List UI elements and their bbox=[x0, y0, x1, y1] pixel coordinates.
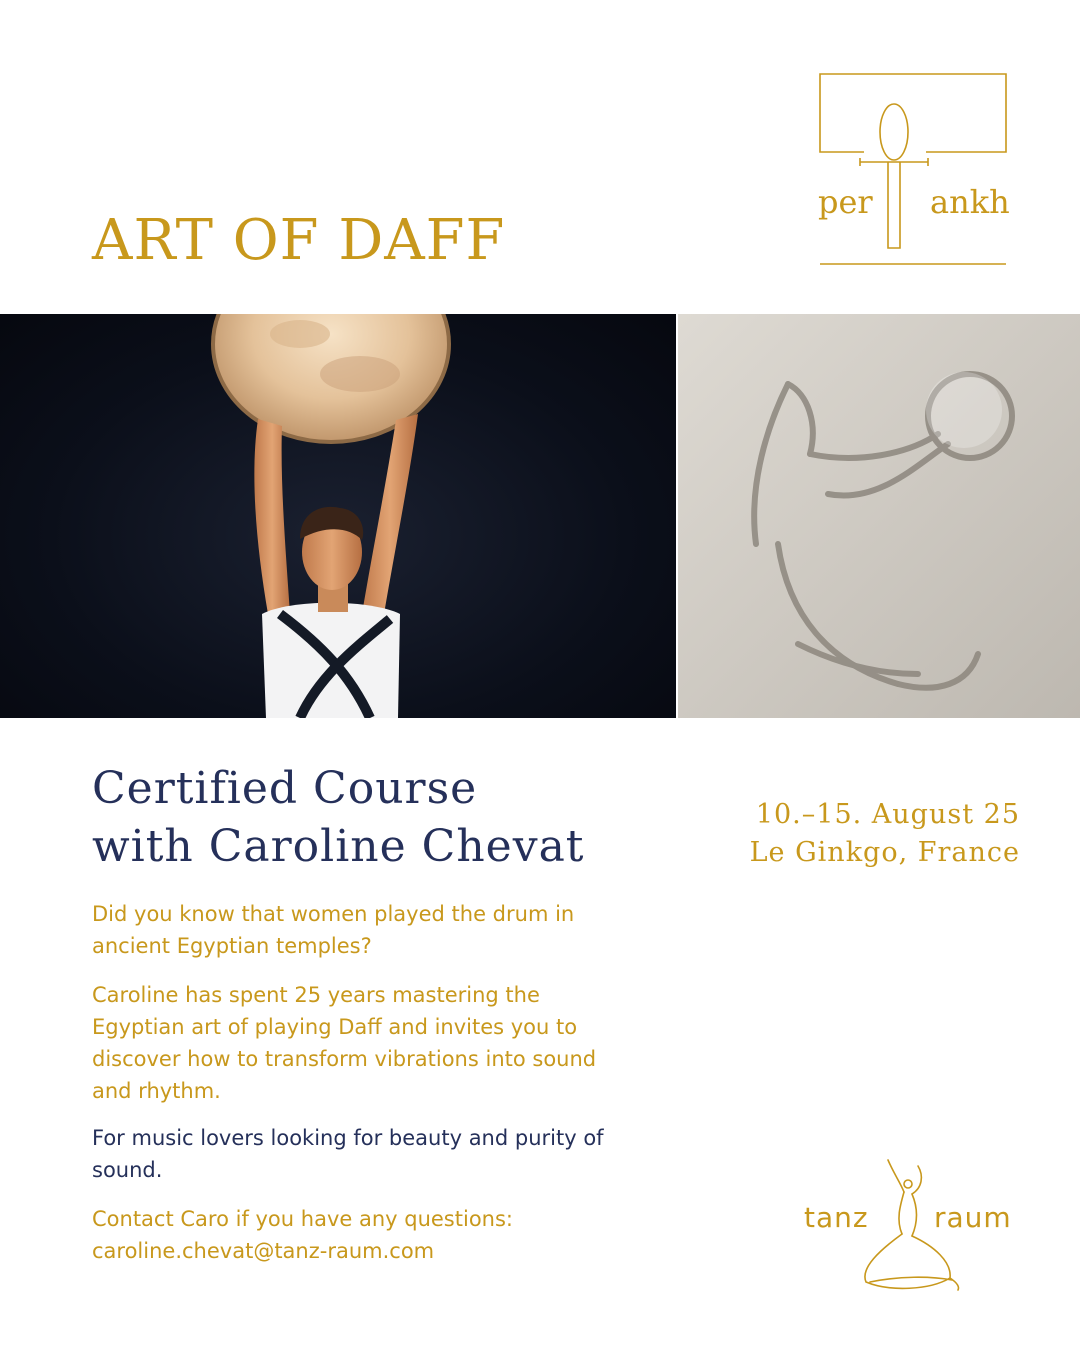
ankh-icon bbox=[816, 70, 1012, 270]
course-subtitle bbox=[92, 760, 584, 876]
photo-stone-relief bbox=[678, 314, 1080, 718]
page-title: ART OF DAFF bbox=[92, 208, 506, 273]
contact-email[interactable]: caroline.chevat@tanz-raum.com bbox=[92, 1239, 435, 1263]
logo-word-tanz: tanz bbox=[804, 1201, 869, 1234]
event-dates: 10.–15. August 25 bbox=[755, 799, 1020, 830]
tanz-raum-logo bbox=[800, 1150, 1030, 1300]
contact-prompt: Contact Caro if you have any questions: bbox=[92, 1207, 513, 1231]
description-paragraph: Caroline has spent 25 years mastering the Egyptian art of playing Daff and invites you to discover how to transform vibrations into sound and rhythm. bbox=[92, 983, 597, 1103]
logo-word-ankh: ankh bbox=[930, 183, 1010, 221]
contact-paragraph bbox=[92, 1203, 612, 1267]
event-location: Le Ginkgo, France bbox=[749, 837, 1020, 868]
photo-drummer bbox=[0, 314, 676, 718]
subtitle-line-2: with Caroline Chevat bbox=[92, 821, 585, 872]
subtitle-line-1: Certified Course bbox=[92, 763, 478, 814]
per-ankh-logo bbox=[816, 70, 1012, 270]
audience-paragraph: For music lovers looking for beauty and purity of sound. bbox=[92, 1126, 604, 1182]
event-details bbox=[750, 796, 1020, 872]
logo-word-per: per bbox=[818, 183, 873, 221]
intro-paragraph: Did you know that women played the drum in ancient Egyptian temples? bbox=[92, 902, 575, 958]
logo-word-raum: raum bbox=[934, 1201, 1012, 1234]
